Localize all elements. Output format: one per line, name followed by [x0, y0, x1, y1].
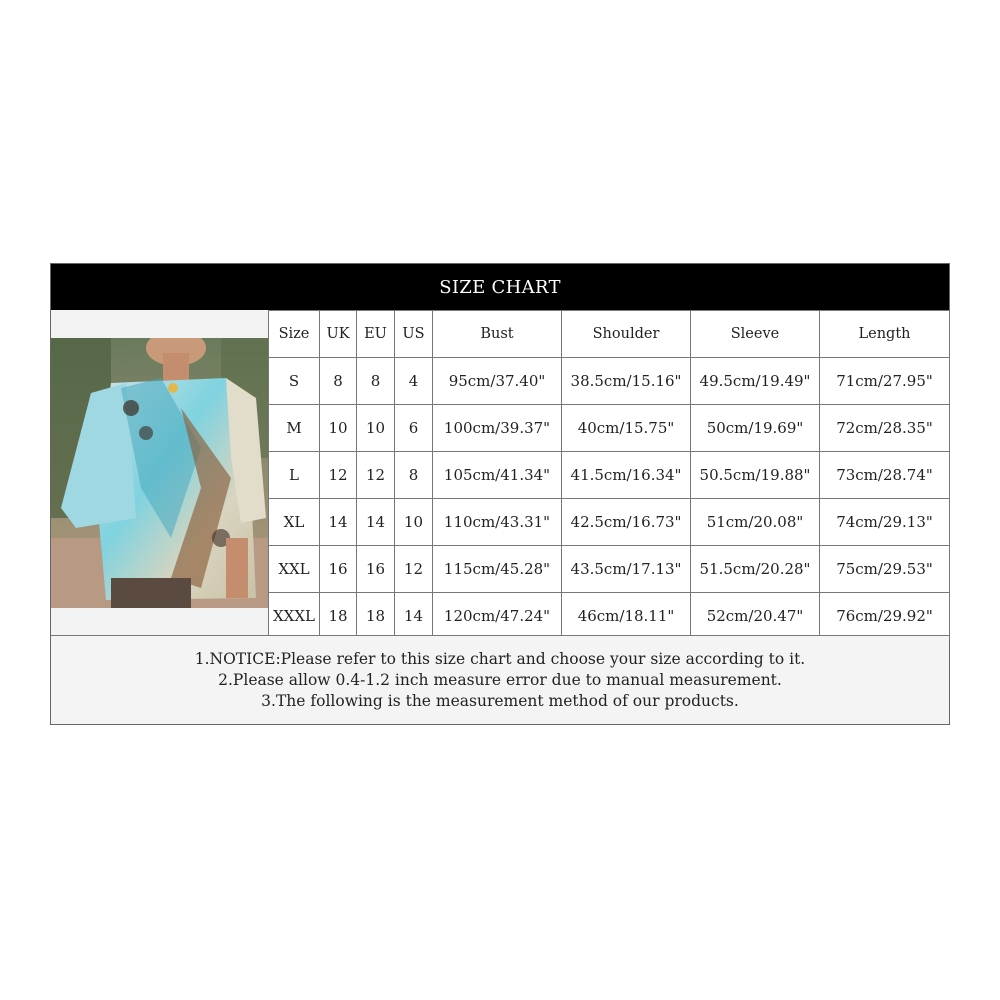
table-cell: 16	[357, 546, 395, 593]
table-cell: 75cm/29.53"	[820, 546, 950, 593]
table-cell: 8	[395, 452, 433, 499]
table-cell: 43.5cm/17.13"	[562, 546, 691, 593]
table-row	[269, 499, 950, 546]
table-row	[269, 358, 950, 405]
table-cell: 12	[320, 452, 357, 499]
table-cell: 50cm/19.69"	[691, 405, 820, 452]
table-cell: 10	[357, 405, 395, 452]
table-cell: 100cm/39.37"	[433, 405, 562, 452]
table-cell: 14	[357, 499, 395, 546]
table-cell: 110cm/43.31"	[433, 499, 562, 546]
table-cell: 4	[395, 358, 433, 405]
note-line: 2.Please allow 0.4-1.2 inch measure error due to manual measurement.	[218, 670, 782, 689]
table-cell: 72cm/28.35"	[820, 405, 950, 452]
table-row	[269, 452, 950, 499]
table-cell: 10	[395, 499, 433, 546]
table-cell: 49.5cm/19.49"	[691, 358, 820, 405]
table-cell: 52cm/20.47"	[691, 593, 820, 640]
column-header: Sleeve	[691, 311, 820, 358]
table-row	[269, 405, 950, 452]
table-cell: 14	[395, 593, 433, 640]
table-cell: 18	[320, 593, 357, 640]
table-header-row	[269, 311, 950, 358]
table-cell: 40cm/15.75"	[562, 405, 691, 452]
table-cell: 46cm/18.11"	[562, 593, 691, 640]
photo-column	[51, 310, 268, 635]
table-cell: XXXL	[269, 593, 320, 640]
table-cell: 6	[395, 405, 433, 452]
table-cell: 38.5cm/15.16"	[562, 358, 691, 405]
table-cell: 95cm/37.40"	[433, 358, 562, 405]
table-cell: XXL	[269, 546, 320, 593]
table-cell: 14	[320, 499, 357, 546]
table-cell: 105cm/41.34"	[433, 452, 562, 499]
table-cell: 74cm/29.13"	[820, 499, 950, 546]
table-cell: 42.5cm/16.73"	[562, 499, 691, 546]
column-header: Bust	[433, 311, 562, 358]
table-cell: 8	[357, 358, 395, 405]
table-cell: 73cm/28.74"	[820, 452, 950, 499]
table-cell: 8	[320, 358, 357, 405]
table-cell: 41.5cm/16.34"	[562, 452, 691, 499]
table-cell: 12	[357, 452, 395, 499]
column-header: Size	[269, 311, 320, 358]
note-line: 3.The following is the measurement method of our products.	[261, 691, 739, 710]
table-cell: 12	[395, 546, 433, 593]
table-cell: 120cm/47.24"	[433, 593, 562, 640]
table-cell: 50.5cm/19.88"	[691, 452, 820, 499]
notes-section	[51, 635, 949, 724]
table-cell: 18	[357, 593, 395, 640]
column-header: EU	[357, 311, 395, 358]
column-header: Shoulder	[562, 311, 691, 358]
table-cell: 71cm/27.95"	[820, 358, 950, 405]
size-chart	[50, 263, 950, 725]
table-cell: 115cm/45.28"	[433, 546, 562, 593]
column-header: US	[395, 311, 433, 358]
table-cell: S	[269, 358, 320, 405]
table-cell: 16	[320, 546, 357, 593]
table-cell: 76cm/29.92"	[820, 593, 950, 640]
table-row	[269, 546, 950, 593]
table-cell: M	[269, 405, 320, 452]
size-table	[268, 310, 950, 640]
table-cell: 51cm/20.08"	[691, 499, 820, 546]
column-header: Length	[820, 311, 950, 358]
chart-title: SIZE CHART	[51, 264, 949, 310]
column-header: UK	[320, 311, 357, 358]
table-cell: 51.5cm/20.28"	[691, 546, 820, 593]
table-cell: L	[269, 452, 320, 499]
table-cell: XL	[269, 499, 320, 546]
model-photo-icon	[51, 338, 268, 608]
note-line: 1.NOTICE:Please refer to this size chart and choose your size according to it.	[194, 649, 806, 668]
table-cell: 10	[320, 405, 357, 452]
model-photo	[51, 338, 268, 608]
table-row	[269, 593, 950, 640]
